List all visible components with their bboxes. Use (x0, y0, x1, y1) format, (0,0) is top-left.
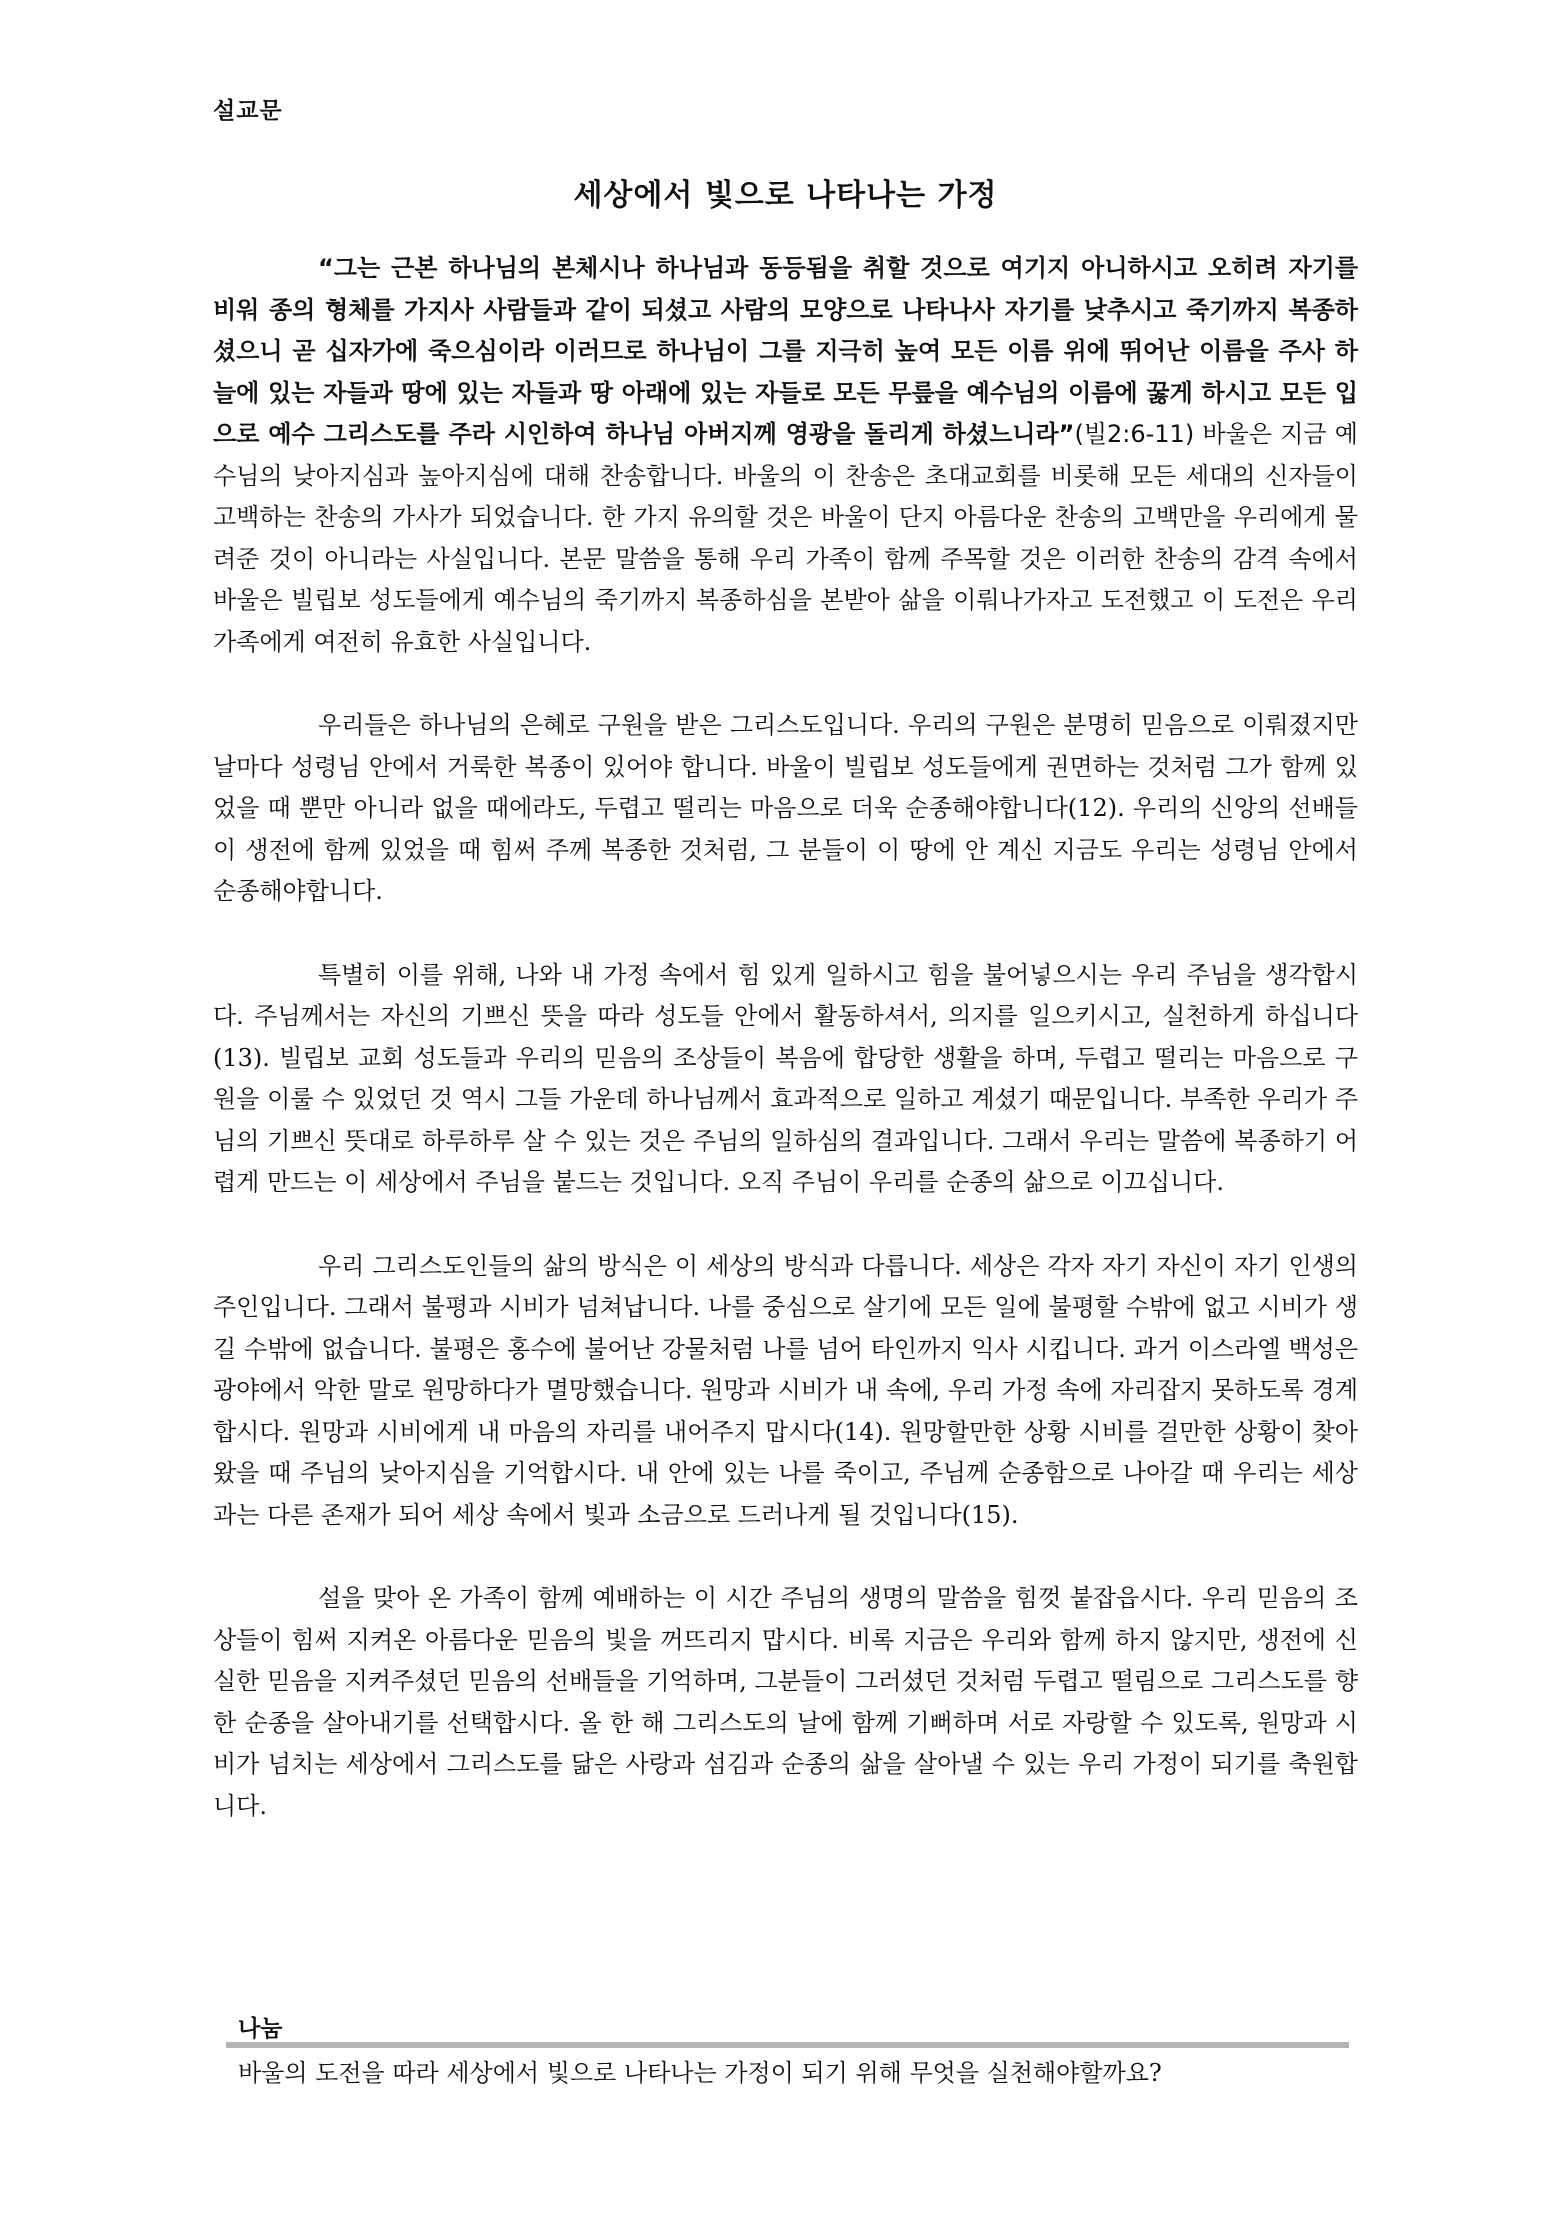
scripture-quote: “그는 근본 하나님의 본체시나 하나님과 동등됨을 취할 것으로 여기지 아니하시고 오히려 자기를 비워 종의 형체를 가지사 사람들과 같이 되셨고 사람의 모양으로 나타나사 자기를 낮추시고 죽기까지 복종하셨으니 곧 십자가에 죽으심이라 이러므로 하나님이 그를 지극히 높여 모든 이름 위에 뛰어난 이름을 주사 하늘에 있는 자들과 땅에 있는 자들과 땅 아래에 있는 자들로 모든 무릎을 예수님의 이름에 꿇게 하시고 모든 입으로 예수 그리스도를 주라 시인하여 하나님 아버지께 영광을 돌리게 하셨느니라” (213, 254, 1358, 448)
document-category-label: 설교문 (213, 98, 283, 124)
sharing-question: 바울의 도전을 따라 세상에서 빛으로 나타나는 가정이 되기 위해 무엇을 실천해야할까요? (238, 2059, 1162, 2087)
scripture-reference: (빌2:6-11) (1074, 420, 1195, 448)
sermon-body (213, 248, 1358, 1869)
sharing-divider (226, 2042, 1349, 2048)
paragraph: 설을 맞아 온 가족이 함께 예배하는 이 시간 주님의 생명의 말씀을 힘껏 붙잡읍시다. 우리 믿음의 조상들이 힘써 지켜온 아름다운 믿음의 빛을 꺼뜨리지 맙시다. 비록 지금은 우리와 함께 하지 않지만, 생전에 신실한 믿음을 지켜주셨던 믿음의 선배들을 기억하며, 그분들이 그러셨던 것처럼 두렵고 떨림으로 그리스도를 향한 순종을 살아내기를 선택합시다. 올 한 해 그리스도의 날에 함께 기뻐하며 서로 자랑할 수 있도록, 원망과 시비가 넘치는 세상에서 그리스도를 닮은 사랑과 섬김과 순종의 삶을 살아낼 수 있는 우리 가정이 되기를 축원합니다. (213, 1584, 1358, 1820)
sharing-title: 나눔 (238, 2016, 283, 2042)
sermon-title: 세상에서 빛으로 나타나는 가정 (573, 178, 998, 213)
paragraph-scripture (213, 248, 1358, 663)
paragraph: 우리들은 하나님의 은혜로 구원을 받은 그리스도입니다. 우리의 구원은 분명히 믿음으로 이뤄졌지만 날마다 성령님 안에서 거룩한 복종이 있어야 합니다. 바울이 빌립보 성도들에게 권면하는 것처럼 그가 함께 있었을 때 뿐만 아니라 없을 때에라도, 두렵고 떨리는 마음으로 더욱 순종해야합니다(12). 우리의 신앙의 선배들이 생전에 함께 있었을 때 힘써 주께 복종한 것처럼, 그 분들이 이 땅에 안 계신 지금도 우리는 성령님 안에서 순종해야합니다. (213, 711, 1358, 905)
paragraph: 특별히 이를 위해, 나와 내 가정 속에서 힘 있게 일하시고 힘을 불어넣으시는 우리 주님을 생각합시다. 주님께서는 자신의 기쁘신 뜻을 따라 성도들 안에서 활동하셔서, 의지를 일으키시고, 실천하게 하십니다(13). 빌립보 교회 성도들과 우리의 믿음의 조상들이 복음에 합당한 생활을 하며, 두렵고 떨리는 마음으로 구원을 이룰 수 있었던 것 역시 그들 가운데 하나님께서 효과적으로 일하고 계셨기 때문입니다. 부족한 우리가 주님의 기쁘신 뜻대로 하루하루 살 수 있는 것은 주님의 일하심의 결과입니다. 그래서 우리는 말씀에 복종하기 어렵게 만드는 이 세상에서 주님을 붙드는 것입니다. 오직 주님이 우리를 순종의 삶으로 이끄십니다. (213, 960, 1358, 1196)
paragraph-text: 바울은 지금 예수님의 낮아지심과 높아지심에 대해 찬송합니다. 바울의 이 찬송은 초대교회를 비롯해 모든 세대의 신자들이 고백하는 찬송의 가사가 되었습니다. 한 가지 유의할 것은 바울이 단지 아름다운 찬송의 고백만을 우리에게 물려준 것이 아니라는 사실입니다. 본문 말씀을 통해 우리 가족이 함께 주목할 것은 이러한 찬송의 감격 속에서 바울은 빌립보 성도들에게 예수님의 죽기까지 복종하심을 본받아 삶을 이뤄나가자고 도전했고 이 도전은 우리 가족에게 여전히 유효한 사실입니다. (213, 420, 1358, 656)
paragraph: 우리 그리스도인들의 삶의 방식은 이 세상의 방식과 다릅니다. 세상은 각자 자기 자신이 자기 인생의 주인입니다. 그래서 불평과 시비가 넘쳐납니다. 나를 중심으로 살기에 모든 일에 불평할 수밖에 없고 시비가 생길 수밖에 없습니다. 불평은 홍수에 불어난 강물처럼 나를 넘어 타인까지 익사 시킵니다. 과거 이스라엘 백성은 광야에서 악한 말로 원망하다가 멸망했습니다. 원망과 시비가 내 속에, 우리 가정 속에 자리잡지 못하도록 경계합시다. 원망과 시비에게 내 마음의 자리를 내어주지 맙시다(14). 원망할만한 상황 시비를 걸만한 상황이 찾아왔을 때 주님의 낮아지심을 기억합시다. 내 안에 있는 나를 죽이고, 주님께 순종함으로 나아갈 때 우리는 세상과는 다른 존재가 되어 세상 속에서 빛과 소금으로 드러나게 될 것입니다(15). (213, 1251, 1358, 1529)
